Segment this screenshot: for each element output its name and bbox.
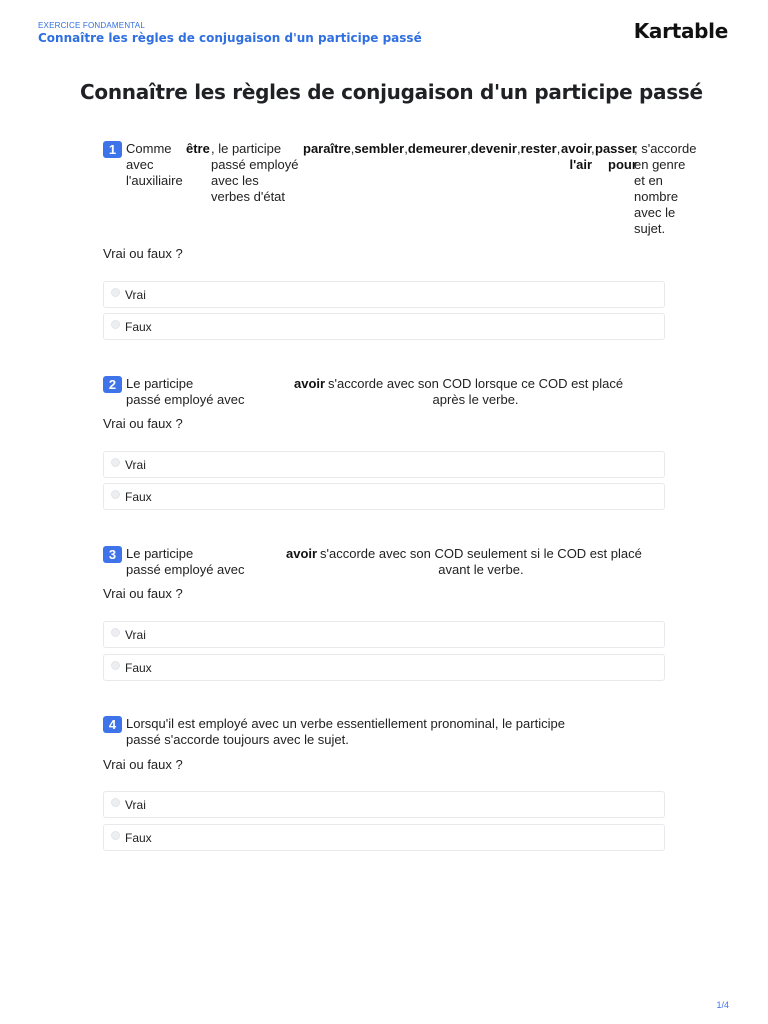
- verb-keyword: passer pour: [595, 141, 637, 172]
- answer-option-vrai[interactable]: [103, 451, 665, 478]
- answer-option-label: Faux: [125, 490, 152, 504]
- question-number-badge: 3: [103, 546, 122, 563]
- answer-option-label: Vrai: [125, 288, 146, 302]
- radio-button[interactable]: [111, 490, 120, 499]
- answer-option-vrai[interactable]: [103, 281, 665, 308]
- question-number-badge: 2: [103, 376, 122, 393]
- question-keyword: avoir: [286, 546, 318, 561]
- question-prompt: Vrai ou faux ?: [103, 416, 183, 431]
- question-text-part: s'accorde avec son COD seulement si le COD est placé avant le verbe.: [320, 546, 642, 577]
- radio-button[interactable]: [111, 831, 120, 840]
- question-prompt: Vrai ou faux ?: [103, 586, 183, 601]
- verb-keyword: rester: [520, 141, 557, 156]
- question-number-badge: 1: [103, 141, 122, 158]
- page-header: [0, 0, 768, 60]
- answer-option-label: Faux: [125, 661, 152, 675]
- question-text-part: , s'accorde en genre et en nombre avec le sujet.: [634, 141, 697, 236]
- radio-button[interactable]: [111, 661, 120, 670]
- radio-button[interactable]: [111, 458, 120, 467]
- answer-option-faux[interactable]: [103, 654, 665, 681]
- answer-option-label: Vrai: [125, 628, 146, 642]
- answer-option-faux[interactable]: [103, 313, 665, 340]
- question-number-badge: 4: [103, 716, 122, 733]
- question-keyword: avoir: [294, 376, 326, 391]
- question-text-part: Le participe passé employé avec: [126, 546, 245, 577]
- page-title: Connaître les règles de conjugaison d'un participe passé: [80, 80, 703, 104]
- answer-option-vrai[interactable]: [103, 621, 665, 648]
- question-text-part: s'accorde avec son COD lorsque ce COD est placé après le verbe.: [328, 376, 624, 407]
- question-text-part: , le participe passé employé avec les verbes d'état: [211, 141, 299, 204]
- question-text-part: Le participe passé employé avec: [126, 376, 245, 407]
- exercise-kicker: EXERCICE FONDAMENTAL: [38, 21, 145, 30]
- question-keyword: être: [186, 141, 210, 156]
- answer-option-faux[interactable]: [103, 483, 665, 510]
- brand-logo: Kartable: [633, 19, 728, 43]
- question-text-part: Lorsqu'il est employé avec un verbe essentiellement pronominal, le participe passé s'accorde toujours avec le sujet.: [126, 716, 565, 747]
- question-prompt: Vrai ou faux ?: [103, 246, 183, 261]
- question-1: [103, 141, 697, 261]
- question-4: [103, 716, 665, 776]
- answer-option-vrai[interactable]: [103, 791, 665, 818]
- answer-option-label: Faux: [125, 320, 152, 334]
- verb-keyword: demeurer: [407, 141, 468, 156]
- question-3: [103, 546, 665, 606]
- verb-keyword: paraître: [303, 141, 351, 156]
- radio-button[interactable]: [111, 320, 120, 329]
- question-prompt: Vrai ou faux ?: [103, 757, 183, 772]
- radio-button[interactable]: [111, 798, 120, 807]
- verb-keyword: avoir l'air: [561, 141, 593, 172]
- question-text-part: ,: [591, 141, 595, 156]
- answer-option-label: Vrai: [125, 798, 146, 812]
- radio-button[interactable]: [111, 288, 120, 297]
- verb-list: paraître,sembler,demeurer,devenir,rester,: [303, 141, 561, 156]
- radio-button[interactable]: [111, 628, 120, 637]
- verb-keyword: sembler: [354, 141, 405, 156]
- answer-option-label: Vrai: [125, 458, 146, 472]
- page-counter: 1/4: [716, 1000, 729, 1010]
- question-2: [103, 376, 665, 436]
- question-text-part: Comme avec l'auxiliaire: [126, 141, 183, 188]
- answer-option-faux[interactable]: [103, 824, 665, 851]
- answer-option-label: Faux: [125, 831, 152, 845]
- verb-keyword: devenir: [470, 141, 517, 156]
- exercise-subtitle: Connaître les règles de conjugaison d'un participe passé: [38, 31, 422, 45]
